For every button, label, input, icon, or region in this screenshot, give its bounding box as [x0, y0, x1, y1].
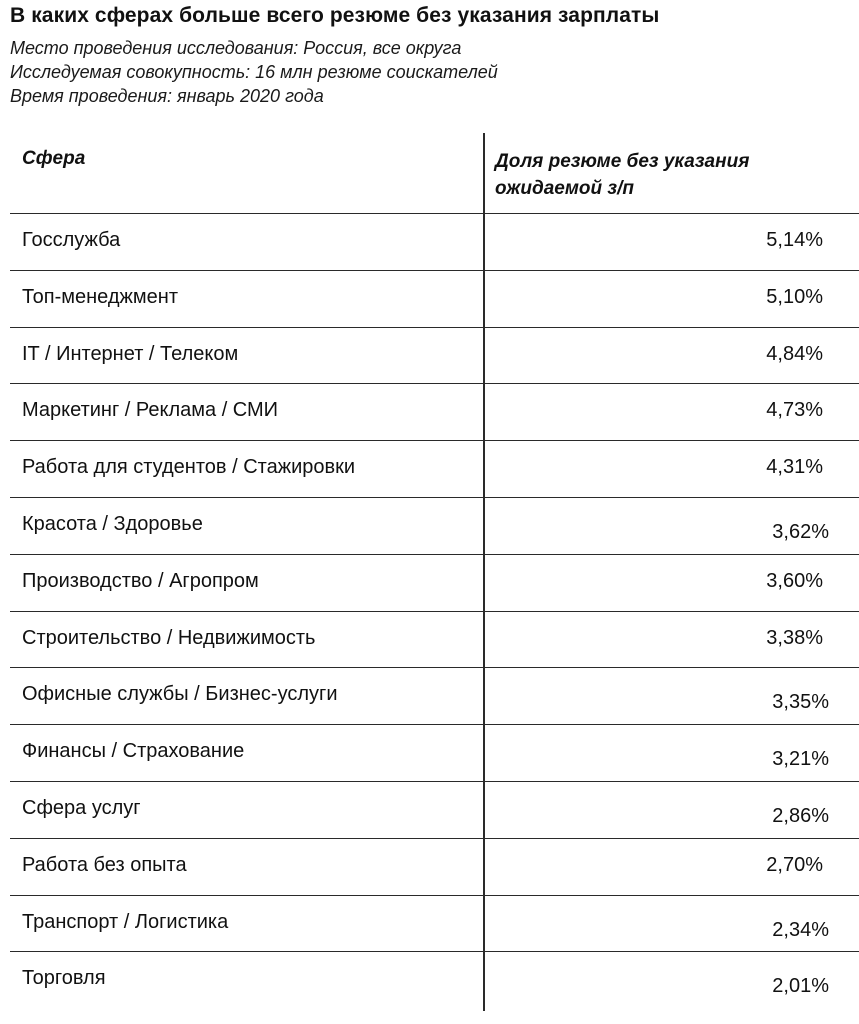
table-row [10, 782, 859, 839]
study-place: Место проведения исследования: Россия, все округа [10, 38, 462, 58]
table-row [10, 952, 859, 1009]
row-sphere: Госслужба [22, 229, 121, 251]
row-share: 2,01% [772, 975, 829, 998]
row-sphere: Строительство / Недвижимость [22, 626, 316, 649]
table-row [10, 384, 859, 441]
table-row [10, 214, 859, 271]
row-sphere: Работа без опыта [22, 853, 187, 876]
row-share: 5,14% [766, 229, 823, 251]
header-share: Доля резюме без указания ожидаемой з/п [495, 151, 750, 199]
row-share: 3,35% [772, 691, 829, 714]
row-share: 4,31% [766, 456, 823, 479]
table-row [10, 725, 859, 782]
data-table [10, 133, 859, 1011]
row-sphere: IT / Интернет / Телеком [22, 342, 239, 365]
table-row [10, 555, 859, 612]
row-share: 3,60% [766, 569, 823, 592]
table-row [10, 896, 859, 953]
row-share: 2,70% [766, 853, 823, 876]
row-share: 2,34% [772, 918, 829, 941]
row-sphere: Производство / Агропром [22, 569, 259, 592]
table-row [10, 612, 859, 669]
table-row [10, 498, 859, 555]
row-sphere: Маркетинг / Реклама / СМИ [22, 399, 279, 422]
row-share: 2,86% [772, 804, 829, 827]
row-sphere: Красота / Здоровье [22, 512, 203, 535]
row-sphere: Топ-менеджмент [22, 285, 178, 308]
row-sphere: Работа для студентов / Стажировки [22, 456, 356, 479]
row-sphere: Торговля [22, 967, 106, 990]
study-time: Время проведения: январь 2020 года [10, 86, 324, 106]
row-sphere: Сфера услуг [22, 796, 141, 819]
table-row [10, 328, 859, 385]
table-row [10, 271, 859, 328]
row-sphere: Транспорт / Логистика [22, 910, 229, 933]
row-share: 5,10% [766, 285, 823, 308]
table-header-row [10, 133, 859, 214]
page-title: В каких сферах больше всего резюме без указания зарплаты [10, 4, 660, 27]
row-share: 3,62% [772, 520, 829, 543]
row-share: 4,73% [766, 399, 823, 422]
study-population: Исследуемая совокупность: 16 млн резюме соискателей [10, 62, 498, 82]
row-share: 3,21% [772, 748, 829, 771]
table-row [10, 839, 859, 896]
row-sphere: Финансы / Страхование [22, 740, 245, 763]
row-share: 4,84% [766, 342, 823, 365]
header-sphere: Сфера [22, 148, 86, 169]
table-body [10, 214, 859, 1009]
row-sphere: Офисные службы / Бизнес-услуги [22, 683, 338, 706]
table-row [10, 441, 859, 498]
table-row [10, 668, 859, 725]
row-share: 3,38% [766, 626, 823, 649]
